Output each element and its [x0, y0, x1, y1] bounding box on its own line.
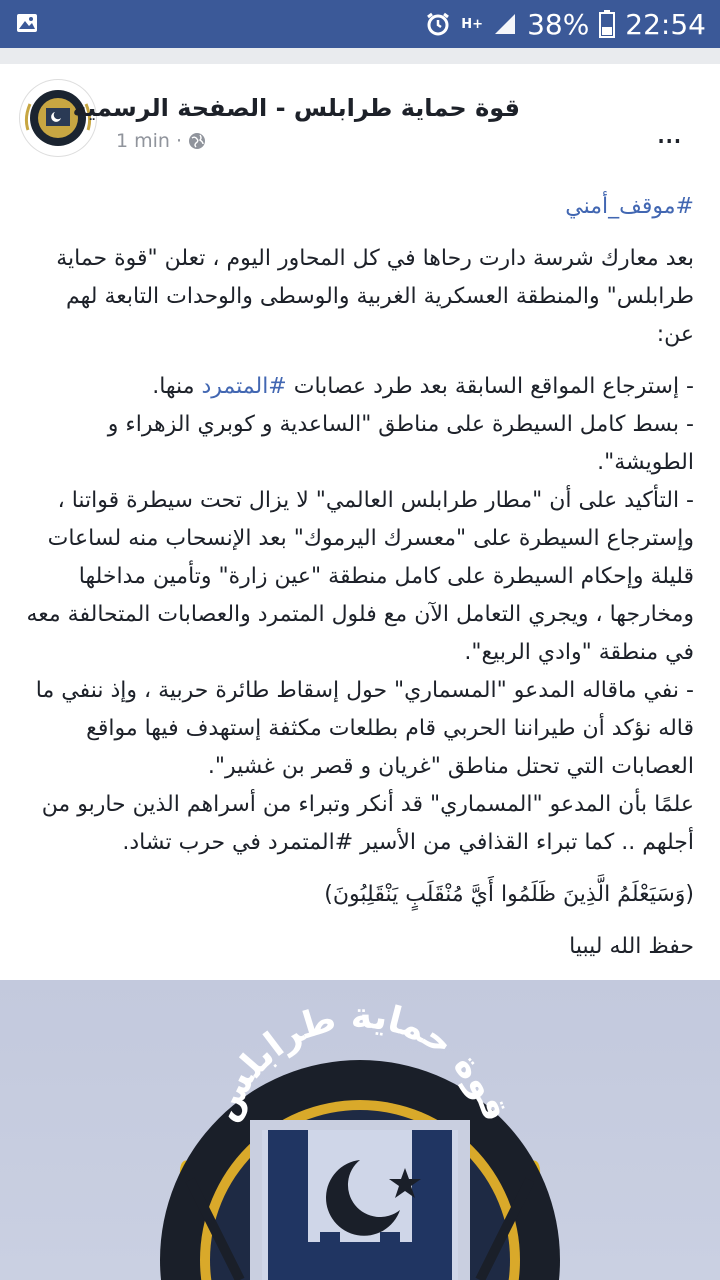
svg-text:قوة حماية طرابلس [204, 996, 517, 1127]
closing-line: حفظ الله ليبيا [569, 934, 694, 959]
time-ago[interactable]: 1 min [116, 130, 170, 152]
paragraph-item-3: - التأكيد على أن "مطار طرابلس العالمي" لا يزال تحت سيطرة قواتنا ، وإسترجاع السيطرة على "معسرك اليرموك" بعد الإنسحاب منه لساعات قليلة وإحكام السيطرة على كامل منطقة "عين زارة" وتأمين مداخلها ومخارجها ، ويجري التعامل الآن مع فلول المتمرد والعصابات المتحالفة معه في منطقة "وادي الربيع". [26, 488, 694, 665]
battery-icon [599, 10, 615, 38]
page-name[interactable]: قوة حماية طرابلس - الصفحة الرسمية [72, 94, 520, 122]
paragraph-item-4: - نفي ماقاله المدعو "المسماري" حول إسقاط طائرة حربية ، وإذ ننفي ما قاله نؤكد أن طيراننا الحربي قام بطلعات مكثفة إستهدف فيها مواقع العصابات التي تحتل مناطق "غريان و قصر بن غشير". [35, 678, 694, 779]
paragraph-intro: بعد معارك شرسة دارت رحاها في كل المحاور اليوم ، تعلن "قوة حماية طرابلس" والمنطقة العسكرية الغربية والوسطى والوحدات التابعة لهم عن: [56, 246, 694, 347]
more-options-button[interactable]: ... [656, 113, 681, 151]
meta-dot: · [175, 130, 183, 152]
inline-hashtag[interactable]: #المتمرد [201, 374, 287, 399]
battery-percent: 38% [527, 7, 590, 41]
globe-icon [188, 132, 206, 150]
paragraph-item-2: - بسط كامل السيطرة على مناطق "الساعدية و كوبري الزهراء و الطويشة". [107, 412, 694, 475]
post-meta [116, 130, 206, 152]
paragraph-item-1 [26, 368, 694, 406]
post-text [26, 188, 694, 1018]
logo-text-arc [0, 980, 720, 1280]
gallery-icon [16, 12, 38, 34]
item-1-text: - إسترجاع المواقع السابقة بعد طرد عصابات [286, 374, 694, 399]
quran-verse: (وَسَيَعْلَمُ الَّذِينَ ظَلَمُوا أَيَّ مُنْقَلَبٍ يَنْقَلِبُونَ) [324, 882, 694, 907]
hashtag-top[interactable]: #موقف_أمني [565, 194, 694, 219]
signal-icon [493, 12, 517, 36]
status-bar [0, 0, 720, 48]
network-type: H+ [461, 16, 484, 32]
alarm-icon [425, 11, 451, 37]
paragraph-note: علمًا بأن المدعو "المسماري" قد أنكر وتبراء من أسراهم الذين حاربو من أجلهم .. كما تبراء القذافي من الأسير #المتمرد في حرب تشاد. [41, 792, 694, 855]
item-1-suffix: منها. [152, 374, 202, 399]
feed-divider [0, 48, 720, 64]
clock: 22:54 [625, 7, 706, 41]
logo-text: قوة حماية طرابلس [203, 995, 517, 1127]
post-image[interactable] [0, 980, 720, 1280]
